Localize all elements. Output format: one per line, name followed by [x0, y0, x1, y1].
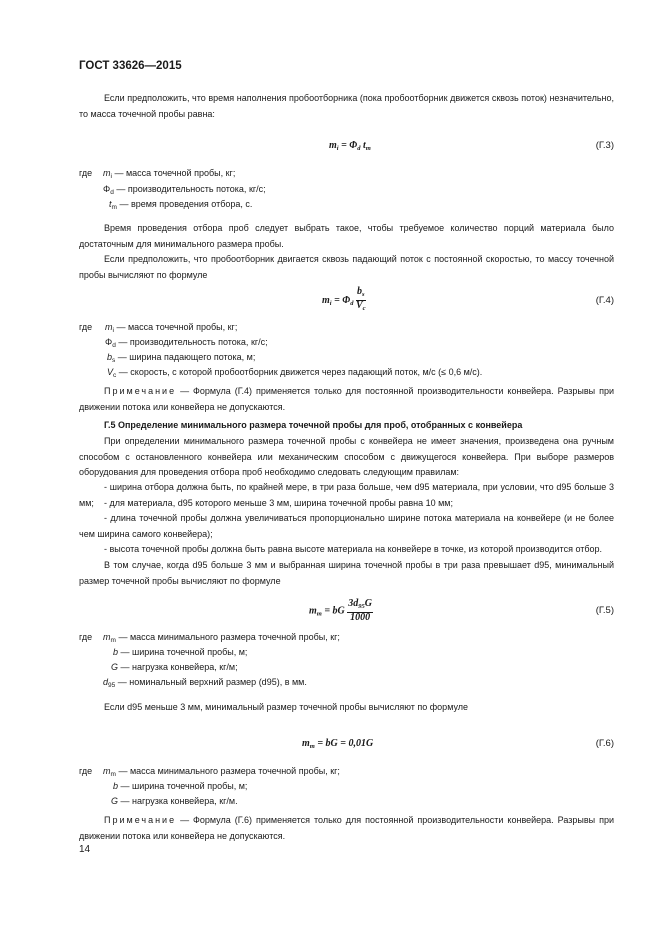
definition-item: $\Phi_d$ — производительность потока, кг/с; [103, 184, 266, 196]
definition-item: G — нагрузка конвейера, кг/м. [111, 796, 238, 806]
formula-number-g5: (Г.5) [595, 605, 614, 616]
paragraph-sampling-time: Время проведения отбора проб следует выбрать такое, чтобы требуемое количество порций материала было достаточным для минимального размера пробы. [79, 223, 614, 249]
where-label: где [79, 168, 93, 178]
paragraph-d95-large: В том случае, когда d95 больше 3 мм и выбранная ширина точечной пробы в три раза превышает d95, минимальный размер точечной пробы вычисляют по формуле [79, 560, 614, 586]
fraction: $\frac{b_s}{V_c}$ [355, 286, 366, 312]
formula-number-g6: (Г.6) [595, 738, 614, 749]
paragraph-constant-speed: Если предположить, что пробоотборник двигается сквозь падающий поток с постоянной скоростью, то массу точечной пробы вычисляют по формуле [79, 254, 614, 280]
note-formula-g6: Примечание — Формула (Г.6) применяется только для постоянной производительности конвейера. Разрывы при движении потока или конвейера не допускаются. [79, 815, 614, 841]
note-formula-g4: Примечание — Формула (Г.4) применяется только для постоянной производительности конвейера. Разрывы при движении потока или конвейера не допускаются. [79, 386, 614, 412]
definition-item: $m_i$ — масса точечной пробы, кг; [105, 322, 238, 334]
paragraph-conveyor-rules: При определении минимального размера точечной пробы с конвейера не имеет значения, произведена она ручным способом с остановленного конвейера или механическим способом с движущегося конвейера. При выборе размеров оборудования для проведения отбора проб необходимо следовать следующим правилам: [79, 436, 614, 477]
formula-number-g3: (Г.3) [595, 140, 614, 151]
definition-item: $V_c$ — скорость, с которой пробоотборник движется через падающий поток, м/с (≤ 0,6 м/с). [107, 367, 483, 379]
formula-g3: $m_i = \Phi_d$ $t_m$ [329, 140, 371, 152]
definition-item: $m_m$ — масса минимального размера точечной пробы, кг; [103, 632, 340, 644]
rule-item: - для материала, d95 которого меньше 3 мм, ширина точечной пробы равна 10 мм; [104, 498, 453, 508]
rule-item: - длина точечной пробы должна увеличиваться пропорционально ширине потока материала на конвейере (и не более чем ширина самого конвейера); [79, 513, 614, 539]
definition-item: b — ширина точечной пробы, м; [113, 647, 248, 657]
page-number: 14 [79, 844, 91, 855]
paragraph-fill-time: Если предположить, что время наполнения пробоотборника (пока пробоотборник движется сквозь поток) незначительно, то масса точечной пробы равна: [79, 93, 614, 119]
fraction: $\frac{3d_{95}G}{1000}$ [348, 598, 372, 623]
where-label: где [79, 322, 93, 332]
where-label: где [79, 632, 93, 642]
formula-number-g4: (Г.4) [595, 295, 614, 306]
definition-item: $\Phi_d$ — производительность потока, кг/с; [105, 337, 268, 349]
definition-item: $m_m$ — масса минимального размера точечной пробы, кг; [103, 766, 340, 778]
formula-g5: $m_m$ = bG $\frac{3d_{95}G}{1000}$ [309, 598, 372, 623]
rule-item: - ширина отбора должна быть, по крайней мере, в три раза больше, чем d95 материала, при условии, что d95 больше 3 мм; [79, 482, 614, 508]
section-heading-g5: Г.5 Определение минимального размера точечной пробы для проб, отобранных с конвейера [104, 420, 523, 430]
paragraph-d95-small: Если d95 меньше 3 мм, минимальный размер точечной пробы вычисляют по формуле [104, 702, 469, 712]
definition-item: b — ширина точечной пробы, м; [113, 781, 248, 791]
formula-g6: $m_m$ = bG = 0,01G [302, 738, 374, 750]
document-header: ГОСТ 33626—2015 [79, 60, 182, 72]
rule-item: - высота точечной пробы должна быть равна высоте материала на конвейере в точке, из которой производится отбор. [104, 544, 603, 554]
definition-item: $t_m$ — время проведения отбора, с. [109, 199, 253, 211]
definition-item: $b_s$ — ширина падающего потока, м; [107, 352, 256, 364]
formula-g4: $m_i = \Phi_d$ $\frac{b_s}{V_c}$ [322, 286, 366, 312]
definition-item: $d_{95}$ — номинальный верхний размер (d95), в мм. [103, 677, 307, 689]
where-label: где [79, 766, 93, 776]
definition-item: G — нагрузка конвейера, кг/м; [111, 662, 238, 672]
definition-item: $m_i$ — масса точечной пробы, кг; [103, 168, 236, 180]
